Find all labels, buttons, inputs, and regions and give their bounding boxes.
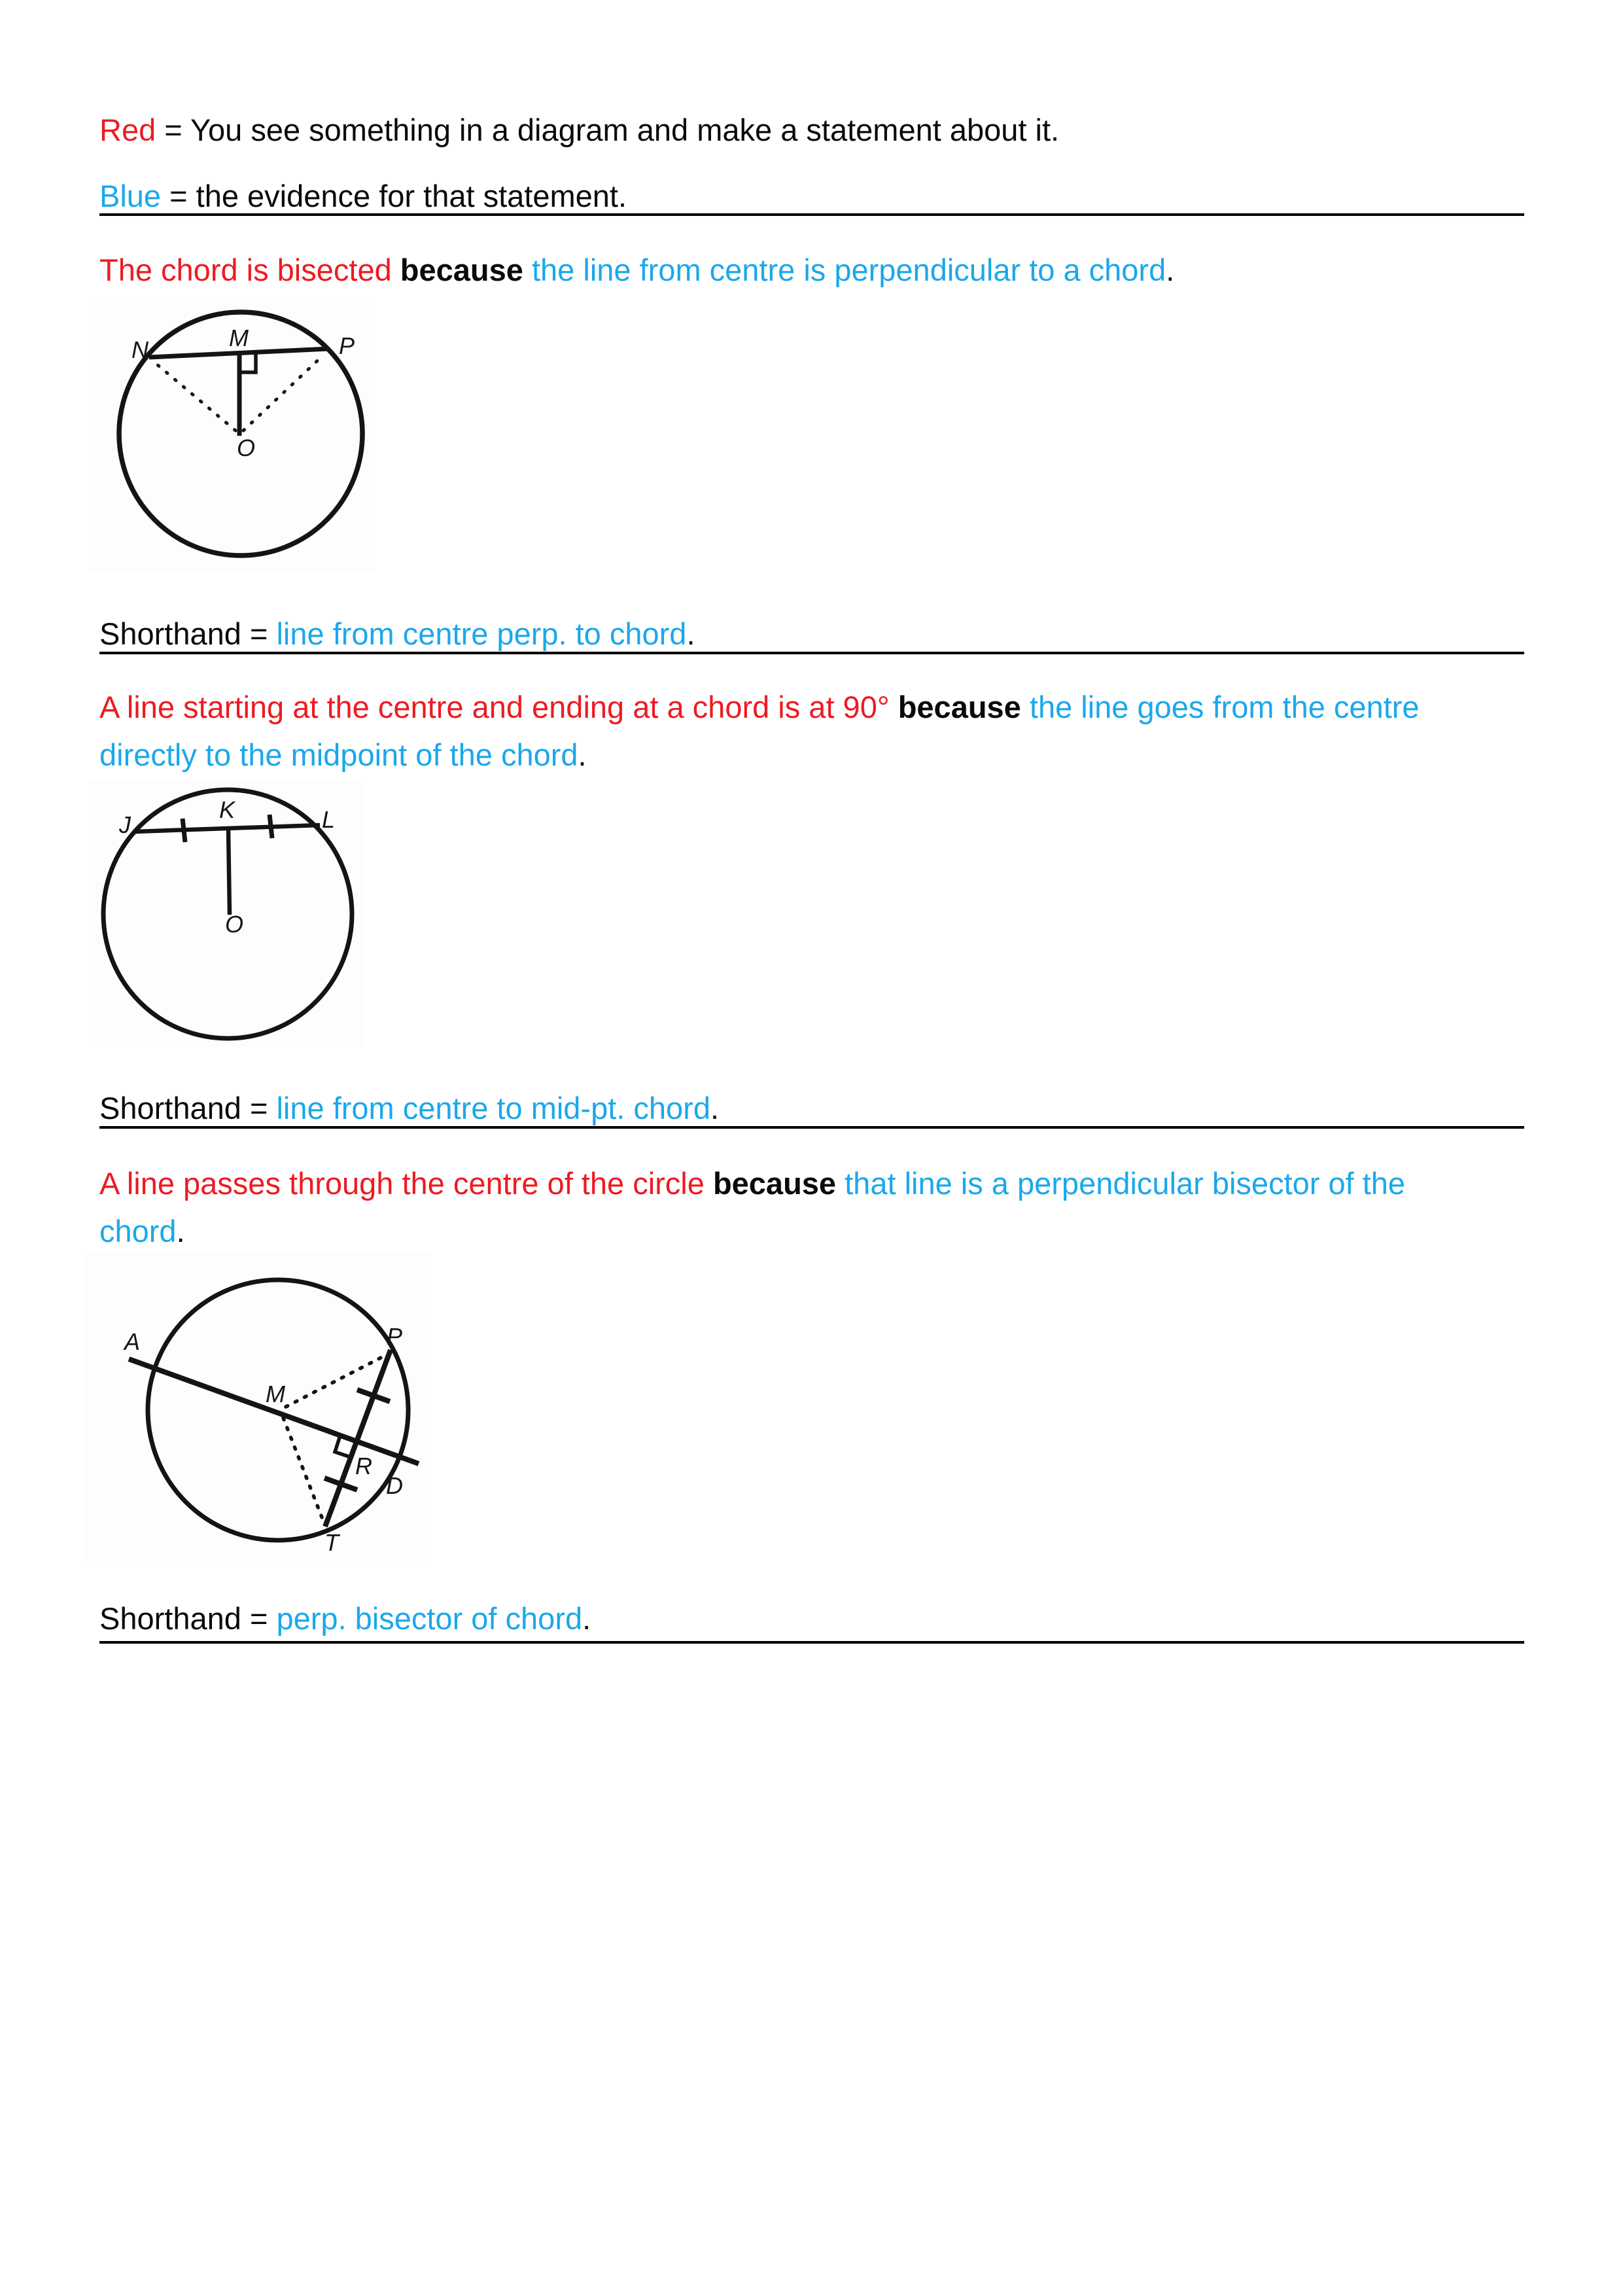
statement-3-period: . bbox=[176, 1214, 185, 1248]
statement-3-claim: A line passes through the centre of the circle bbox=[99, 1166, 713, 1201]
shorthand-3-value: perp. bisector of chord bbox=[276, 1601, 583, 1636]
chord-PT bbox=[325, 1350, 391, 1527]
label-D: D bbox=[386, 1472, 403, 1499]
label-R: R bbox=[355, 1453, 372, 1479]
label-P: P bbox=[386, 1323, 403, 1350]
statement-1 bbox=[99, 246, 1174, 294]
label-P: P bbox=[338, 332, 355, 359]
shorthand-2-period: . bbox=[710, 1091, 720, 1125]
legend-red-line bbox=[99, 106, 1059, 154]
label-T: T bbox=[324, 1529, 339, 1556]
statement-3-evidence-1: that line is a perpendicular bisector of the bbox=[845, 1166, 1406, 1201]
statement-2-period: . bbox=[578, 737, 587, 772]
shorthand-1-label: Shorthand = bbox=[99, 616, 277, 651]
shorthand-3-period: . bbox=[582, 1601, 591, 1636]
statement-2-evidence-2: directly to the midpoint of the chord bbox=[99, 737, 578, 772]
label-O: O bbox=[236, 434, 256, 461]
shorthand-1-value: line from centre perp. to chord bbox=[276, 616, 687, 651]
shorthand-3-label: Shorthand = bbox=[99, 1601, 277, 1636]
shorthand-2-value: line from centre to mid-pt. chord bbox=[276, 1091, 710, 1125]
shorthand-2-label: Shorthand = bbox=[99, 1091, 277, 1125]
label-A: A bbox=[124, 1328, 141, 1355]
line-AD-through-centre bbox=[129, 1359, 419, 1464]
statement-2-claim: A line starting at the centre and ending at a chord is at 90° bbox=[99, 690, 898, 724]
statement-2-line-2 bbox=[99, 731, 587, 779]
dotted-radius-MT bbox=[283, 1418, 323, 1521]
statement-1-claim: The chord is bisected bbox=[99, 253, 400, 287]
statement-3-evidence-2: chord bbox=[99, 1214, 177, 1248]
diagram-chord-midpoint-svg bbox=[88, 780, 363, 1047]
diagram-chord-perpendicular bbox=[88, 302, 376, 572]
divider-rule bbox=[99, 213, 1524, 216]
label-J: J bbox=[119, 811, 131, 838]
shorthand-1-period: . bbox=[686, 616, 695, 651]
diagram-perpendicular-bisector bbox=[85, 1253, 432, 1562]
statement-1-because: because bbox=[400, 253, 532, 287]
label-N: N bbox=[131, 336, 148, 363]
statement-2-because: because bbox=[898, 690, 1030, 724]
diagram-perpendicular-bisector-svg bbox=[85, 1253, 432, 1562]
label-K: K bbox=[218, 796, 236, 823]
legend-red-word: Red bbox=[99, 113, 156, 147]
label-M: M bbox=[266, 1381, 285, 1407]
divider-rule bbox=[99, 652, 1524, 654]
label-M: M bbox=[229, 325, 249, 351]
shorthand-3 bbox=[99, 1595, 591, 1642]
tick-mark-KL bbox=[270, 815, 272, 838]
label-L: L bbox=[321, 806, 336, 833]
divider-rule bbox=[99, 1126, 1524, 1129]
line-midpoint-to-centre bbox=[228, 829, 230, 915]
legend-red-text: = You see something in a diagram and make a statement about it. bbox=[156, 113, 1060, 147]
legend-blue-text: = the evidence for that statement. bbox=[161, 179, 627, 213]
label-O: O bbox=[224, 911, 244, 938]
statement-2-evidence-1: the line goes from the centre bbox=[1029, 690, 1420, 724]
tick-mark-JK bbox=[183, 819, 185, 842]
legend-blue-word: Blue bbox=[99, 179, 162, 213]
divider-rule bbox=[99, 1641, 1524, 1644]
statement-3-line-2 bbox=[99, 1207, 185, 1255]
shorthand-2 bbox=[99, 1084, 719, 1132]
dotted-radius-ON bbox=[157, 364, 236, 431]
shorthand-1 bbox=[99, 610, 695, 658]
diagram-chord-perpendicular-svg bbox=[88, 302, 376, 572]
statement-3-line-1 bbox=[99, 1159, 1405, 1207]
statement-2-line-1 bbox=[99, 683, 1420, 731]
statement-1-evidence: the line from centre is perpendicular to a chord bbox=[531, 253, 1166, 287]
diagram-chord-midpoint bbox=[88, 780, 363, 1047]
statement-1-period: . bbox=[1166, 253, 1175, 287]
statement-3-because: because bbox=[712, 1166, 845, 1201]
right-angle-mark bbox=[239, 353, 256, 372]
